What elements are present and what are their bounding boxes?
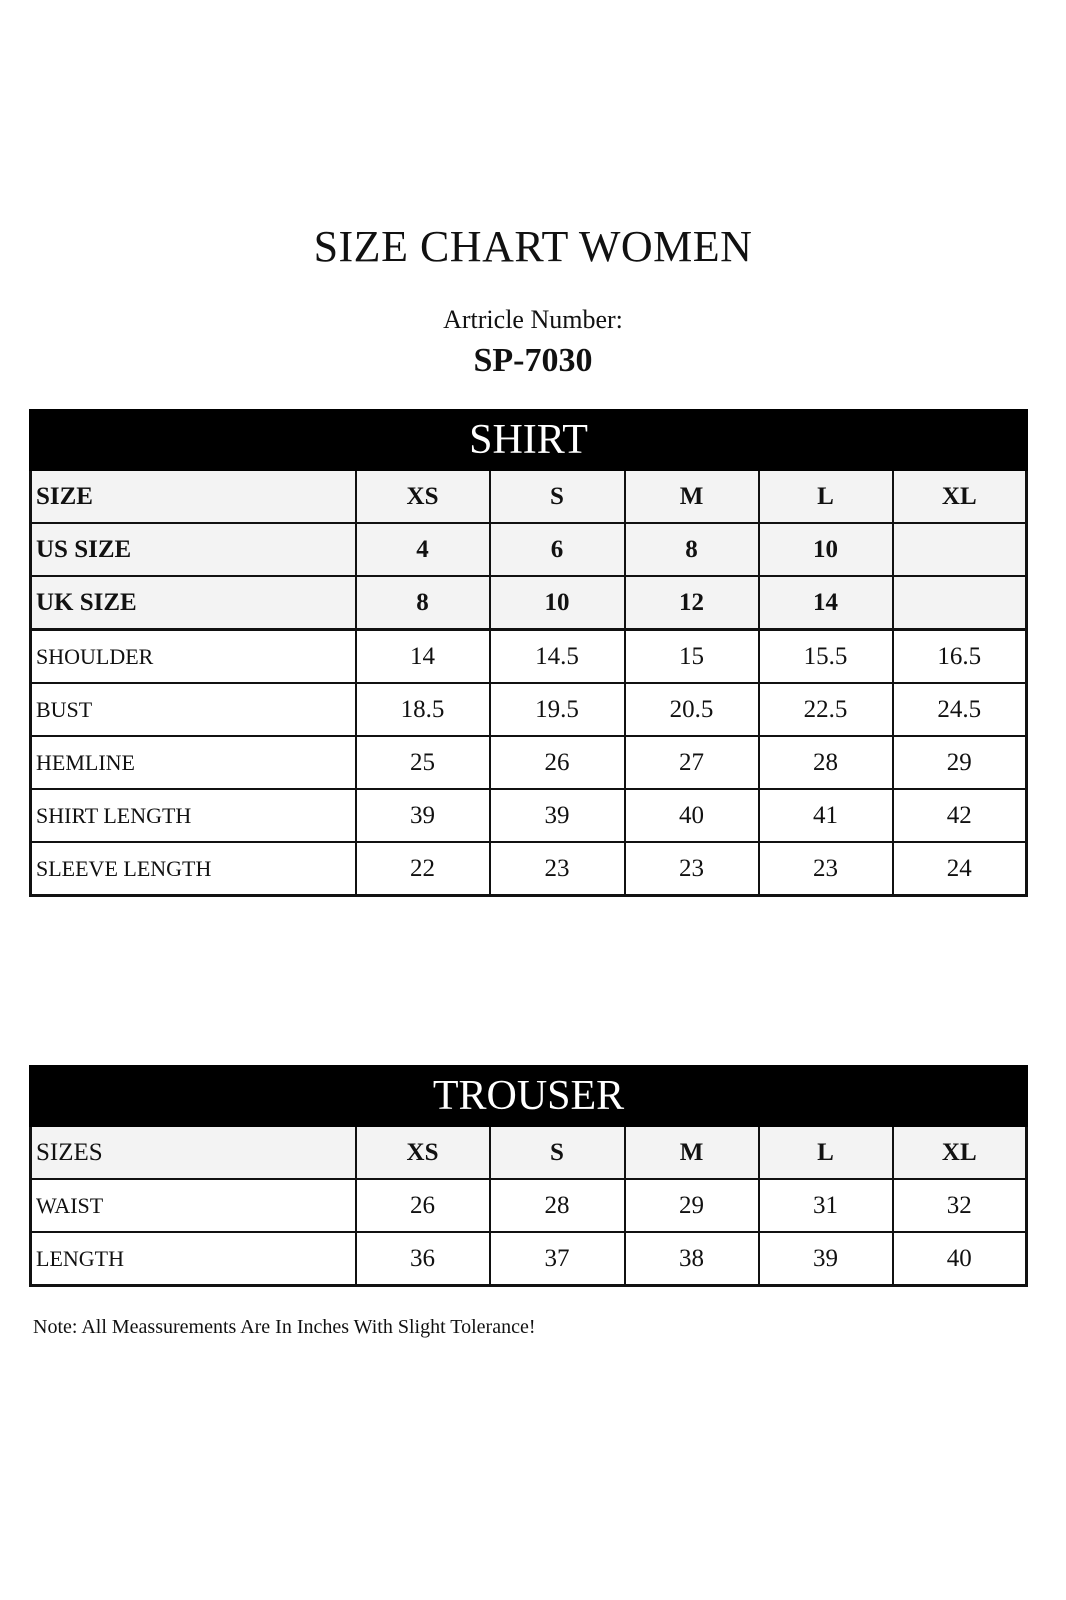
table-cell: 26 (356, 1179, 490, 1232)
table-cell: 39 (490, 789, 625, 842)
table-cell: 8 (356, 576, 490, 630)
article-number-label: Artricle Number: (443, 305, 623, 334)
table-cell: 38 (625, 1232, 759, 1286)
row-label: SHOULDER (31, 630, 356, 684)
table-cell: 15.5 (759, 630, 893, 684)
table-cell: 14 (759, 576, 893, 630)
table-cell: 23 (490, 842, 625, 896)
table-cell (893, 576, 1027, 630)
table-cell: 28 (759, 736, 893, 789)
trouser-table-title: TROUSER (31, 1067, 1027, 1126)
table-cell: 24 (893, 842, 1027, 896)
row-label: UK SIZE (31, 576, 356, 630)
size-header-cell: S (490, 1126, 625, 1180)
table-row (31, 1126, 1027, 1180)
table-row (31, 736, 1027, 789)
table-cell: 42 (893, 789, 1027, 842)
table-cell: 36 (356, 1232, 490, 1286)
table-cell: 26 (490, 736, 625, 789)
table-cell: 39 (759, 1232, 893, 1286)
table-row (31, 1232, 1027, 1286)
table-row (31, 1179, 1027, 1232)
row-label: SIZES (31, 1126, 356, 1180)
size-header-cell: XS (356, 470, 490, 524)
size-header-cell: XL (893, 1126, 1027, 1180)
page-title: SIZE CHART WOMEN (313, 222, 753, 271)
table-cell: 31 (759, 1179, 893, 1232)
table-cell: 4 (356, 523, 490, 576)
table-cell: 32 (893, 1179, 1027, 1232)
trouser-size-table (29, 1065, 1028, 1287)
row-label: LENGTH (31, 1232, 356, 1286)
table-cell: 8 (625, 523, 759, 576)
size-header-cell: M (625, 1126, 759, 1180)
table-cell: 14.5 (490, 630, 625, 684)
size-header-cell: XL (893, 470, 1027, 524)
article-number: SP-7030 (473, 342, 593, 379)
table-cell: 19.5 (490, 683, 625, 736)
table-cell: 22 (356, 842, 490, 896)
table-cell: 39 (356, 789, 490, 842)
table-cell: 40 (625, 789, 759, 842)
table-row (31, 576, 1027, 630)
table-cell: 15 (625, 630, 759, 684)
table-cell: 24.5 (893, 683, 1027, 736)
table-cell (893, 523, 1027, 576)
table-cell: 37 (490, 1232, 625, 1286)
table-cell: 20.5 (625, 683, 759, 736)
table-row (31, 842, 1027, 896)
table-cell: 12 (625, 576, 759, 630)
table-cell: 28 (490, 1179, 625, 1232)
table-cell: 41 (759, 789, 893, 842)
row-label: US SIZE (31, 523, 356, 576)
shirt-size-table (29, 409, 1028, 897)
size-header-cell: L (759, 470, 893, 524)
row-label: HEMLINE (31, 736, 356, 789)
table-row (31, 470, 1027, 524)
shirt-table-title: SHIRT (31, 411, 1027, 470)
table-cell: 23 (625, 842, 759, 896)
size-header-cell: S (490, 470, 625, 524)
measurement-note: Note: All Meassurements Are In Inches With Slight Tolerance! (33, 1316, 536, 1338)
table-row (31, 523, 1027, 576)
row-label: SHIRT LENGTH (31, 789, 356, 842)
row-label: SLEEVE LENGTH (31, 842, 356, 896)
table-row (31, 630, 1027, 684)
table-cell: 10 (490, 576, 625, 630)
table-cell: 29 (625, 1179, 759, 1232)
table-cell: 16.5 (893, 630, 1027, 684)
table-cell: 18.5 (356, 683, 490, 736)
row-label: BUST (31, 683, 356, 736)
table-cell: 29 (893, 736, 1027, 789)
table-cell: 6 (490, 523, 625, 576)
table-cell: 27 (625, 736, 759, 789)
table-cell: 23 (759, 842, 893, 896)
table-cell: 14 (356, 630, 490, 684)
table-cell: 22.5 (759, 683, 893, 736)
size-header-cell: M (625, 470, 759, 524)
row-label: WAIST (31, 1179, 356, 1232)
table-row (31, 683, 1027, 736)
table-cell: 10 (759, 523, 893, 576)
table-cell: 40 (893, 1232, 1027, 1286)
table-row (31, 789, 1027, 842)
size-header-cell: L (759, 1126, 893, 1180)
row-label: SIZE (31, 470, 356, 524)
size-header-cell: XS (356, 1126, 490, 1180)
table-cell: 25 (356, 736, 490, 789)
